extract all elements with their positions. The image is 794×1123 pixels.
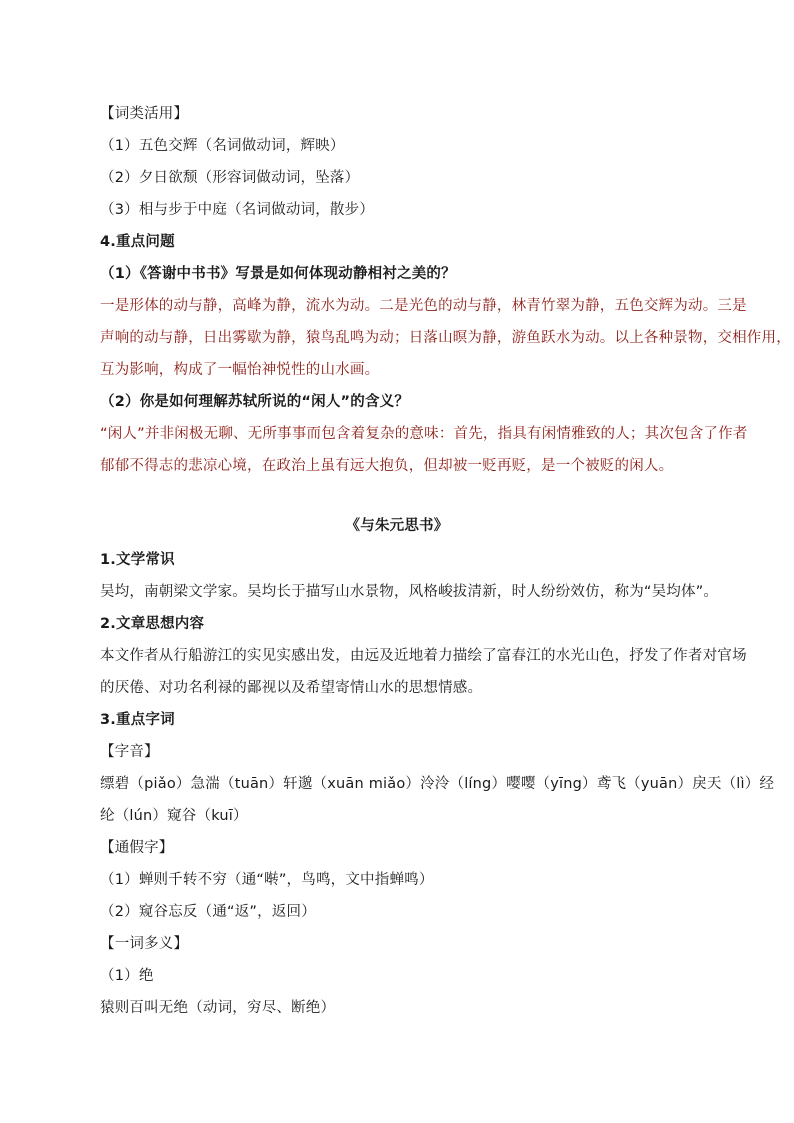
answer-1-line-1: 一是形体的动与静，高峰为静，流水为动。二是光色的动与静，林青竹翠为静，五色交辉为动。三是 <box>100 298 747 314</box>
section-title: 《与朱元思书》 <box>345 518 449 534</box>
yici-heading: 【一词多义】 <box>100 936 189 952</box>
words-heading: 3.重点字词 <box>100 712 175 728</box>
idea-text-line-2: 的厌倦、对功名利禄的鄙视以及希望寄情山水的思想情感。 <box>100 680 483 696</box>
question-1: （1）《答谢中书书》写景是如何体现动静相衬之美的？ <box>100 266 456 282</box>
ziyin-line-1: 缥碧（piǎo）急湍（tuān）轩邈（xuān miǎo）泠泠（líng）嘤嘤（yīng）鸢飞（yuān）戾天（lì）经 <box>100 776 775 792</box>
answer-2-line-1: “闲人”并非闲极无聊、无所事事而包含着复杂的意味：首先，指具有闲情雅致的人；其次包含了作者 <box>100 426 748 442</box>
answer-1-line-3: 互为影响，构成了一幅怡神悦性的山水画。 <box>100 362 380 378</box>
idea-text-line-1: 本文作者从行船游江的实见实感出发，由远及近地着力描绘了富春江的水光山色，抒发了作者对官场 <box>100 648 747 664</box>
cilei-item-2: （2）夕日欲颓（形容词做动词，坠落） <box>100 170 360 186</box>
tongjia-item-2: （2）窥谷忘反（通“返”，返回） <box>100 904 316 920</box>
yici-item-1: （1）绝 <box>100 968 154 984</box>
ziyin-heading: 【字音】 <box>100 744 159 760</box>
cilei-item-3: （3）相与步于中庭（名词做动词，散步） <box>100 202 375 218</box>
idea-heading: 2.文章思想内容 <box>100 616 205 632</box>
literature-text: 吴均，南朝梁文学家。吴均长于描写山水景物，风格峻拔清新，时人纷纷效仿，称为“吴均体”。 <box>100 584 719 600</box>
key-questions-heading: 4.重点问题 <box>100 234 175 250</box>
question-2: （2）你是如何理解苏轼所说的“闲人”的含义？ <box>100 394 410 410</box>
cilei-item-1: （1）五色交辉（名词做动词，辉映） <box>100 138 345 154</box>
yici-item-1-example: 猿则百叫无绝（动词，穷尽、断绝） <box>100 1000 336 1016</box>
ziyin-line-2: 纶（lún）窥谷（kuī） <box>100 808 248 824</box>
answer-1-line-2: 声响的动与静，日出雾歇为静，猿鸟乱鸣为动；日落山暝为静，游鱼跃水为动。以上各种景物，交相作用， <box>100 330 791 346</box>
tongjia-heading: 【通假字】 <box>100 840 174 856</box>
answer-2-line-2: 郁郁不得志的悲凉心境，在政治上虽有远大抱负，但却被一贬再贬，是一个被贬的闲人。 <box>100 458 674 474</box>
tongjia-item-1: （1）蝉则千转不穷（通“啭”，鸟鸣，文中指蝉鸣） <box>100 872 434 888</box>
literature-heading: 1.文学常识 <box>100 552 175 568</box>
cilei-heading: 【词类活用】 <box>100 106 189 122</box>
